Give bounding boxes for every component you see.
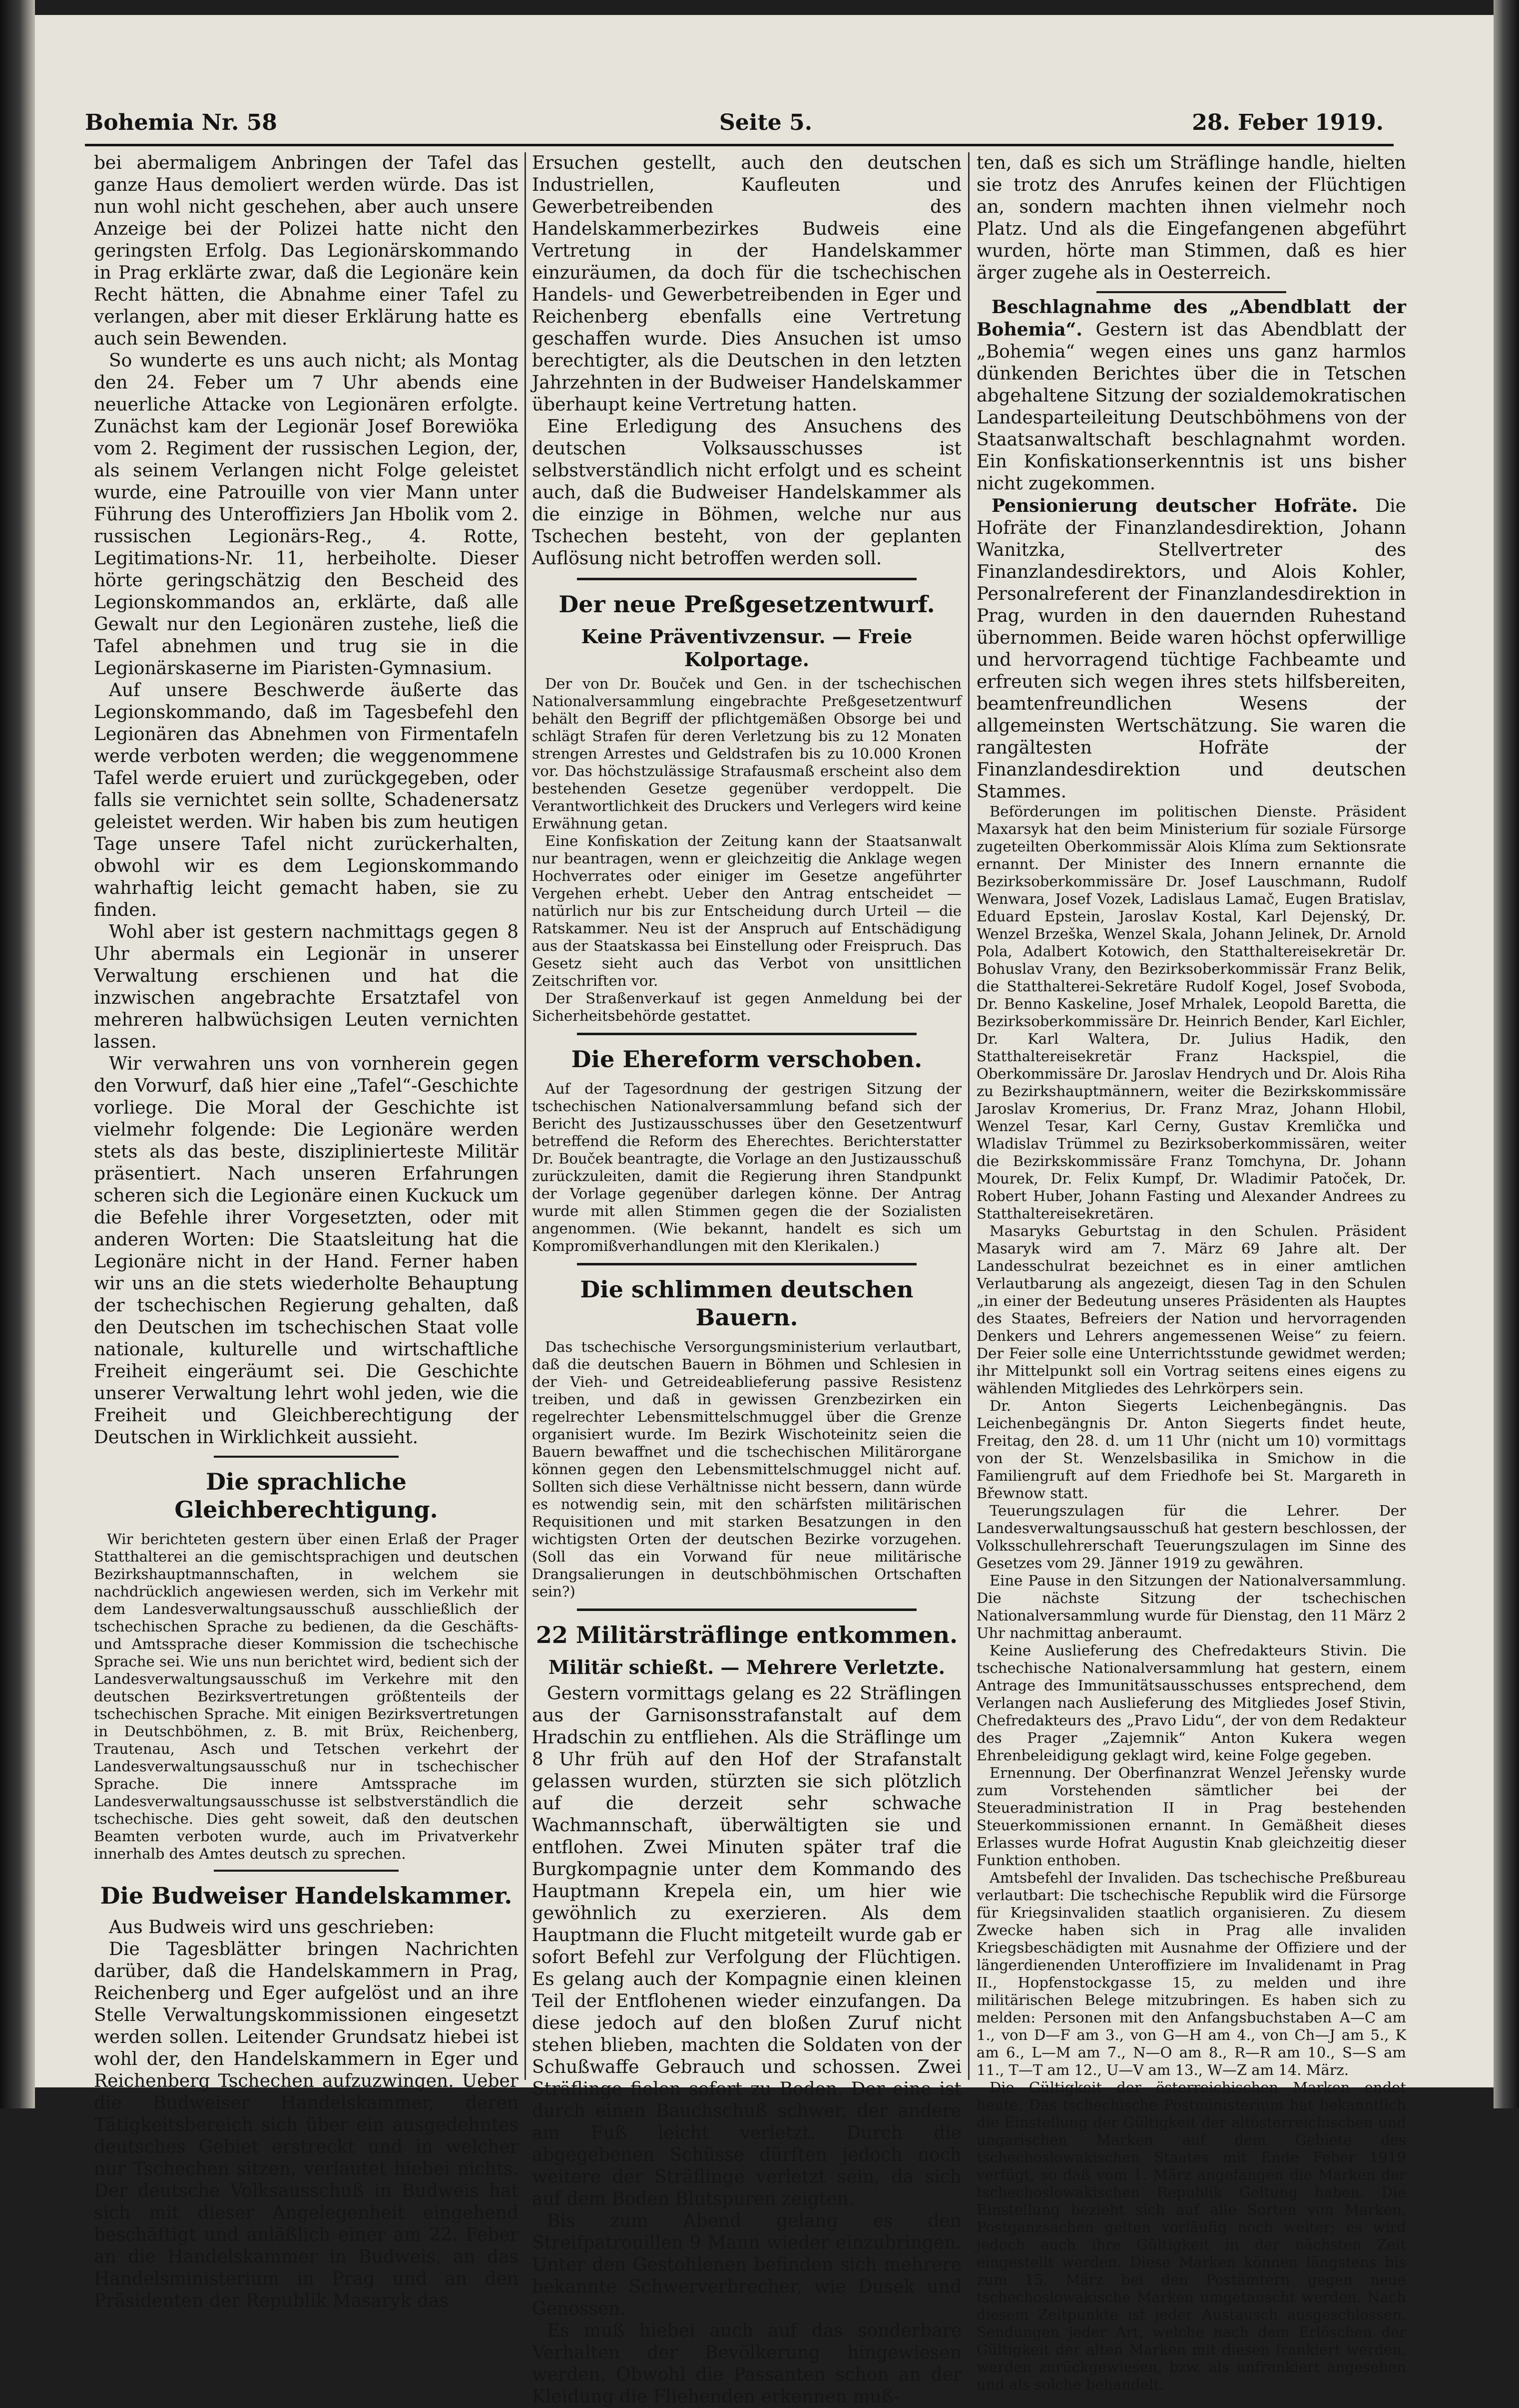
article-small-text xyxy=(532,675,962,1025)
article-paragraph: Die Tagesblätter bringen Nachrichten darüber, daß die Handelskammern in Prag, Reichenberg und Eger aufgelöst und an ihre Stelle Verwaltungskommissionen eingesetzt werden sollen. Leitender Grundsatz hiebei ist wohl der, den Handelskammern in Eger und Reichenberg Tschechen aufzuzwingen. Ueber die Budweiser Handelskammer, deren Tätigkeitsbereich sich über ein ausgedehntes deutsches Gebiet erstreckt und in welcher nur Tschechen sitzen, verlautet hiebei nichts. Der deutsche Volksausschuß in Budweis hat sich mit dieser Angelegenheit eingehend beschäftigt und anläßlich einer am 22. Feber an die Handelskammer in Budweis, an das Handelsministerium in Prag und an den Präsidenten der Republik Masaryk das xyxy=(94,1939,518,2311)
news-item-text: Die Hofräte der Finanzlandesdirektion, Johann Wanitzka, Stellvertreter des Finanzlandesdirektors, und Alois Kohler, Personalreferent der Finanzlandesdirektion in Prag, wurden in den dauernden Ruhestand übernommen. Beide waren höchst opferwillige und hervorragend tüchtige Fachbeamte und erfreuten sich wegen ihres stets hilfsbereiten, beamtenfreundlichen Wesens der allgemeinsten Wertschätzung. Sie waren die rangältesten Hofräte der Finanzlandesdirektion und deutschen Stammes. xyxy=(977,496,1406,802)
article-paragraph: So wunderte es uns auch nicht; als Montag den 24. Feber um 7 Uhr abends eine neuerliche Attacke von Legionären erfolgte. Zunächst kam der Legionär Josef Borewiöka vom 2. Regiment der russischen Legion, der, als seinem Verlangen nicht Folge geleistet wurde, eine Patrouille von vier Mann unter Führung des Unteroffiziers Jan Hbolik vom 2. russischen Legionärs-Reg., 4. Rotte, Legitimations-Nr. 11, herbeiholte. Dieser hörte geringschätzig den Bescheid des Legionskommandos an, erklärte, daß alle Gewalt nur den Legionären zustehe, ließ die Tafel abnehmen und trug sie in die Legionärskaserne im Piaristen-Gymnasium. xyxy=(94,351,518,679)
news-item-pause: Eine Pause in den Sitzungen der Nationalversammlung. Die nächste Sitzung der tschechischen Nationalversammlung wurde für Dienstag, den 11 März 2 Uhr nachmittag anberaumt. xyxy=(977,1572,1406,1641)
scan-edge-left xyxy=(0,0,35,2108)
news-items-small xyxy=(977,803,1406,2394)
column-3 xyxy=(977,152,1406,2393)
article-paragraph: Aus Budweis wird uns geschrieben: xyxy=(109,1917,435,1938)
subheadline-press: Keine Präventivzensur. — Freie Kolportage. xyxy=(581,625,913,671)
headline-militaerstraeflinge: 22 Militärsträflinge entkommen. xyxy=(535,1621,958,1648)
article-small-text xyxy=(532,1338,962,1601)
subheadline-militaer: Militär schießt. — Mehrere Verletzte. xyxy=(548,1656,946,1678)
column-1 xyxy=(94,152,518,2311)
section-rule xyxy=(214,1456,399,1458)
news-item-beschlagnahme xyxy=(977,296,1406,495)
section-rule xyxy=(577,1608,917,1611)
column-rule-2 xyxy=(968,152,970,2080)
news-item-lead: Beschlagnahme des „Abendblatt der Bohemia“. xyxy=(977,297,1406,340)
article-paragraph: Wohl aber ist gestern nachmittags gegen 8 Uhr abermals ein Legionär in unserer Verwaltung erschienen und hat die inzwischen angebrachte Ersatztafel von mehreren halbwüchsigen Leuten vernichten lassen. xyxy=(94,922,518,1052)
article-paragraph: bei abermaligem Anbringen der Tafel das ganze Haus demoliert werden würde. Das ist nun wohl nicht geschehen, aber auch unsere Anzeige bei der Polizei hatte nicht den geringsten Erfolg. Das Legionärskommando in Prag erklärte zwar, daß die Legionäre kein Recht hätten, die Abnahme einer Tafel zu verlangen, aber mit dieser Erklärung hatte es auch sein Bewenden. xyxy=(94,153,518,349)
header-page-number: Seite 5. xyxy=(719,110,813,135)
header-date: 28. Feber 1919. xyxy=(1192,110,1384,135)
header-rule xyxy=(85,144,1394,146)
article-paragraph: Der Straßenverkauf ist gegen Anmeldung bei der Sicherheitsbehörde gestattet. xyxy=(532,990,962,1024)
section-rule xyxy=(577,1033,917,1035)
column-rule-1 xyxy=(524,152,526,2080)
news-item-auslieferung: Keine Auslieferung des Chefredakteurs Stivin. Die tschechische Nationalversammlung hat gestern, einem Antrage des Immunitätsausschusses entsprechend, dem Verlangen nach Auslieferung des Mitgliedes Josef Stivin, Chefredakteurs des „Pravo Lidu“, der von dem Redakteur des Prager „Zajemnik“ Anton Kukera wegen Ehrenbeleidigung geklagt wird, keine Folge gegeben. xyxy=(977,1642,1406,1764)
article-paragraph: Das tschechische Versorgungsministerium verlautbart, daß die deutschen Bauern in Böhmen und Schlesien in der Vieh- und Getreideablieferung passive Resistenz treiben, und daß in gewissen Grenzbezirken ein regelrechter Lebensmittelschmuggel über die Grenze organisiert wurde. Im Bezirk Wischoteinitz seien die Bauern bewaffnet und die tschechischen Militärorgane können gegen den Lebensmittelschmuggel nicht auf. Sollten sich diese Verhältnisse nicht bessern, dann würde es notwendig sein, mit den schärfsten militärischen Requisitionen und mit starken Besatzungen in den wichtigsten Orten der deutschen Bezirke vorzugehen. (Soll das ein Vorwand für neue militärische Drangsalierungen in deutschböhmischen Ortschaften sein?) xyxy=(532,1338,962,1600)
news-item-siegert: Dr. Anton Siegerts Leichenbegängnis. Das Leichenbegängnis Dr. Anton Siegerts findet heute, Freitag, den 28. d. um 11 Uhr (nicht um 10) vormittags von der St. Wenzelsbasilika in Smichow in die Familiengruft auf dem Friedhofe bei St. Margareth in Břewnow statt. xyxy=(977,1397,1406,1502)
news-item-ernennung: Ernennung. Der Oberfinanzrat Wenzel Jeřensky wurde zum Vorstehenden sämtlicher bei der Steueradministration II in Prag bestehenden Steuerkommissionen ernannt. In Gemäßheit dieses Erlasses wurde Hofrat Augustin Knab gleichzeitig dieser Funktion enthoben. xyxy=(977,1764,1406,1869)
news-item-befoerderungen: Beförderungen im politischen Dienste. Präsident Maxarsyk hat den beim Ministerium für soziale Fürsorge zugeteilten Oberkommissär Alois Klíma zum Sektionsrate ernannt. Der Minister des Innern ernannte die Bezirksoberkommissäre Dr. Josef Lauschmann, Rudolf Wenwara, Josef Vozek, Ladislaus Lamač, Eugen Bratislav, Eduard Epstein, Jaroslav Kostal, Karl Dejenský, Dr. Wenzel Brzeška, Wenzel Skala, Johann Jelinek, Dr. Arnold Pola, Adalbert Kotowich, den Statthaltereisekretär Dr. Bohuslav Vrany, den Bezirksoberkommissär Franz Belik, die Statthalterei-Sekretäre Rudolf Kogel, Josef Svoboda, Dr. Benno Kaskeline, Josef Mrhalek, Leopold Baretta, die Bezirksoberkommissäre Dr. Heinrich Bender, Karl Eichler, Dr. Karl Waltera, Dr. Julius Hadik, den Statthaltereisekretär Franz Hackspiel, die Oberkommissäre Dr. Jaroslav Hendrych und Dr. Alois Riha zu Bezirkshauptmännern, weiter die Bezirkskommissäre Jaroslav Kromerius, Dr. Franz Mraz, Johann Hlobil, Wenzel Tesar, Karl Cerny, Gustav Kremlička und Wladislav Trümmel zu Bezirksoberkommissären, weiter die Bezirkskommissäre Franz Tomchyna, Dr. Johann Mourek, Dr. Felix Kumpf, Dr. Wladimir Patoček, Dr. Robert Huber, Johann Fasting und Alexander Andrees zu Statthaltereisekretären. xyxy=(977,803,1406,1222)
news-item-teuerungszulagen: Teuerungszulagen für die Lehrer. Der Landesverwaltungsausschuß hat gestern beschlossen, der Volksschullehrerschaft Teuerungszulagen im Sinne des Gesetzes vom 29. Jänner 1919 zu gewähren. xyxy=(977,1502,1406,1572)
headline-ehereform: Die Ehereform verschoben. xyxy=(571,1046,923,1073)
article-paragraph: Der von Dr. Bouček und Gen. in der tschechischen Nationalversammlung eingebrachte Preßgesetzentwurf behält den Begriff der pflichtgemäßen Obsorge bei und schlägt Strafen für deren Verletzung bis zu 12 Monaten strengen Arrestes und Geldstrafen bis zu 10.000 Kronen vor. Das höchstzulässige Strafausmaß erscheint also dem bestehenden Gesetze gegenüber verdoppelt. Die Verantwortlichkeit des Druckers und Verlegers wird keine Erwähnung getan. xyxy=(532,675,962,832)
news-item-lead: Pensionierung deutscher Hofräte. xyxy=(992,495,1358,516)
article-paragraph: Auf unsere Beschwerde äußerte das Legionskommando, daß im Tagesbefehl den Legionären das Abnehmen von Firmentafeln werde verboten werden; die weggenommene Tafel werde eruiert und zurückgegeben, oder falls sie vernichtet sein sollte, Schadenersatz geleistet werden. Wir haben bis zum heutigen Tage unsere Tafel nicht zurückerhalten, obwohl wir es dem Legionskommando wahrhaftig leicht gemacht haben, sie zu finden. xyxy=(94,680,518,920)
page-header xyxy=(85,110,1384,145)
section-rule xyxy=(577,578,917,580)
article-paragraph: Eine Konfiskation der Zeitung kann der Staatsanwalt nur beantragen, wenn er gleichzeitig die Anklage wegen Hochverrates oder einiger im Gesetze angeführter Vergehen erhebt. Ueber den Antrag entscheidet — natürlich nur bis zur Entscheidung durch Urteil — die Ratskammer. Neu ist der Anspruch auf Entschädigung aus der Staatskassa bei Einstellung oder Freispruch. Das Gesetz sieht auch das Verbot von unsittlichen Zeitschriften vor. xyxy=(532,832,962,989)
headline-budweiser-handelskammer: Die Budweiser Handelskammer. xyxy=(100,1882,512,1909)
section-rule xyxy=(1096,291,1286,293)
article-paragraph: Auf der Tagesordnung der gestrigen Sitzung der tschechischen Nationalversammlung befand sich der Bericht des Justizausschusses über den Gesetzentwurf betreffend die Reform des Eherechtes. Berichterstatter Dr. Bouček beantragte, die Vorlage an den Justizausschuß zurückzuleiten, damit die Regierung ihren Standpunkt der Vorlage gegenüber darlegen könne. Der Antrag wurde mit allen Stimmen gegen die der Sozialisten angenommen. (Wie bekannt, handelt es sich um Kompromißverhandlungen mit den Klerikalen.) xyxy=(532,1080,962,1254)
section-rule xyxy=(577,1263,917,1265)
article-small-text xyxy=(94,1531,518,1863)
news-item-pensionierung xyxy=(977,495,1406,803)
article-paragraph: Bis zum Abend gelang es den Streifpatrouillen 9 Mann wieder einzubringen. Unter den Gestohlenen befinden sich mehrere bekannte Schwerverbrecher, wie Dusek und Genossen. xyxy=(532,2211,962,2319)
scan-edge-right xyxy=(1494,0,1519,2108)
article-small-text xyxy=(532,1080,962,1255)
article-paragraph: Ersuchen gestellt, auch den deutschen Industriellen, Kaufleuten und Gewerbetreibenden des Handelskammerbezirkes Budweis eine Vertretung in der Handelskammer einzuräumen, da doch für die tschechischen Handels- und Gewerbetreibenden in Eger und Reichenberg ebenfalls eine Vertretung geschaffen wurde. Dies Ansuchen ist umso berechtigter, als die Deutschen in den letzten Jahrzehnten in der Budweiser Handelskammer überhaupt keine Vertretung hatten. xyxy=(532,153,962,415)
headline-sprachliche-gleichberechtigung: Die sprachliche Gleichberechtigung. xyxy=(174,1468,438,1523)
article-paragraph: ten, daß es sich um Sträflinge handle, hielten sie trotz des Anrufes keinen der Flüchtigen an, sondern machten ihnen vielmehr noch Platz. Und als die Eingefangenen abgeführt wurden, hörte man Stimmen, daß es hier ärger zugehe als in Oesterreich. xyxy=(977,153,1406,283)
article-paragraph: Wir verwahren uns von vornherein gegen den Vorwurf, daß hier eine „Tafel“-Geschichte vorliege. Die Moral der Geschichte ist vielmehr folgende: Die Legionäre werden stets als das beste, disziplinierteste Militär präsentiert. Nach unseren Erfahrungen scheren sich die Legionäre einen Kuckuck um die Befehle ihrer Vorgesetzten, oder mit anderen Worten: Die Staatsleitung hat die Legionäre nicht in der Hand. Ferner haben wir uns an die stets wiederholte Behauptung der tschechischen Regierung gehalten, daß den Deutschen im tschechischen Staat volle nationale, kulturelle und wirtschaftliche Freiheit eingeräumt sei. Die Geschichte unserer Verwaltung lehrt wohl jeden, wie die Freiheit und Gleichberechtigung der Deutschen in Wirklichkeit aussieht. xyxy=(94,1054,518,1448)
headline-schlimmen-bauern: Die schlimmen deutschen Bauern. xyxy=(580,1276,914,1331)
article-paragraph: Es muß hiebei auch auf das sonderbare Verhalten der Bevölkerung hingewiesen werden. Obwohl die Passanten schon an der Kleidung die Fliehenden erkennen muß- xyxy=(532,2321,962,2407)
article-paragraph: Gestern vormittags gelang es 22 Sträflingen aus der Garnisonsstrafanstalt auf dem Hradschin zu entfliehen. Als die Sträflinge um 8 Uhr früh auf den Hof der Strafanstalt gelassen wurden, stürzten sie sich plötzlich auf die derzeit sehr schwache Wachmannschaft, überwältigten sie und entflohen. Zwei Minuten später traf die Burgkompagnie unter dem Kommando des Hauptmann Krepela ein, um hier wie gewöhnlich zu exerzieren. Als dem Hauptmann die Flucht mitgeteilt wurde gab er sofort Befehl zur Verfolgung der Flüchtigen. Es gelang auch der Kompagnie einen kleinen Teil der Entflohenen wieder einzufangen. Da diese jedoch auf den bloßen Zuruf nicht stehen blieben, machten die Soldaten von der Schußwaffe Gebrauch und schossen. Zwei Sträflinge fielen sofort zu Boden. Der eine ist durch einen Bauchschuß schwer, der andere am Fuß leicht verletzt. Durch die abgegebenen Schüsse dürften jedoch noch weitere der Sträflinge verletzt sein, da sich auf dem Boden Blutspuren zeigten. xyxy=(532,1683,962,2209)
news-item-masaryk-geburtstag: Masaryks Geburtstag in den Schulen. Präsident Masaryk wird am 7. März 69 Jahre alt. Der Landesschulrat bezeichnet es in einer amtlichen Verlautbarung als angezeigt, diesen Tag in den Schulen „in einer der Bedeutung unseres Präsidenten als Hauptes des Staates, Befreiers der Nation und hervorragenden Denkers und Lehrers angemessenen Weise“ zu feiern. Der Feier solle eine Unterrichtsstunde gewidmet werden; ihr Mittelpunkt soll ein Vortrag seitens eines eigens zu wählenden Mitgliedes des Lehrkörpers sein. xyxy=(977,1222,1406,1397)
newspaper-page xyxy=(35,15,1494,2407)
news-item-text: Gestern ist das Abendblatt der „Bohemia“ wegen eines uns ganz harmlos dünkenden Berichtes über die in Tetschen abgehaltene Sitzung der sozialdemokratischen Landesparteileitung Deutschböhmens von der Staatsanwaltschaft beschlagnahmt worden. Ein Konfiskationserkenntnis ist uns bisher nicht zugekommen. xyxy=(977,320,1406,494)
article-paragraph: Wir berichteten gestern über einen Erlaß der Prager Statthalterei an die gemischtsprachigen und deutschen Bezirkshauptmannschaften, in welchem sie nachdrücklich angewiesen werden, sich im Verkehr mit dem Landesverwaltungsausschuß ausschließlich der tschechischen Sprache zu bedienen, da die Geschäfts- und Amtssprache dieser Kommission die tschechische Sprache sei. Wie uns nun berichtet wird, bedient sich der Landesverwaltungsausschuß im Verkehre mit den deutschen Bezirksvertretungen größtenteils der tschechischen Sprache. Mit einigen Bezirksvertretungen in Deutschböhmen, z. B. mit Brüx, Reichenberg, Trautenau, Asch und Tetschen verkehrt der Landesverwaltungsausschuß nur in tschechischer Sprache. Die innere Amtssprache im Landesverwaltungsausschusse ist selbstverständlich die tschechische. Dies geht soweit, daß den deutschen Beamten verboten wurde, auch im Privatverkehr innerhalb des Amtes deutsch zu sprechen. xyxy=(94,1531,518,1862)
header-issue: Bohemia Nr. 58 xyxy=(85,110,277,135)
section-rule xyxy=(214,1870,399,1872)
headline-pressgesetzentwurf: Der neue Preßgesetzentwurf. xyxy=(558,591,935,618)
article-paragraph: Eine Erledigung des Ansuchens des deutschen Volksausschusses ist selbstverständlich nicht erfolgt und es scheint auch, daß die Budweiser Handelskammer als die einzige in Böhmen, welche nur aus Tschechen besteht, von der geplanten Auflösung nicht betroffen werden soll. xyxy=(532,416,962,569)
column-2 xyxy=(532,152,962,2407)
news-item-invaliden: Amtsbefehl der Invaliden. Das tschechische Preßbureau verlautbart: Die tschechische Republik wird die Fürsorge für Kriegsinvaliden staatlich organisieren. Zu diesem Zwecke haben sich in Prag alle invaliden Kriegsbeschädigten mit Ausnahme der Offiziere und der längerdienenden Unteroffiziere im Invalidenamt in Prag II., Hopfenstockgasse 15, zu melden und ihre militärischen Belege mitzubringen. Es haben sich zu melden: Personen mit den Anfangsbuchstaben A—C am 1., von D—F am 3., von G—H am 4., von Ch—J am 5., K am 6., L—M am 7., N—O am 8., R—R am 10., S—S am 11., T—T am 12., U—V am 13., W—Z am 14. März. xyxy=(977,1869,1406,2078)
news-item-marken: Die Gültigkeit der österreichischen Marken endet heute. Das tschechische Postministerium hat bekanntlich die Einstellung der Gültigkeit der altösterreichischen und ungarischen Marken auf dem Gebiete des tschechoslowakischen Staates mit Ende Feber 1919 verfügt, so daß vom 1. März angefangen die Marken der tschechoslowakischen Republik Geltung haben. Die Einstellung bezieht sich auf alle Sorten von Marken, Postganzsachen gelten vorläufig noch weiter; es wird jedoch auch ihre Gültigkeit in der nächsten Zeit eingestellt werden. Diese Marken können längstens bis zum 15. März bei den Postämtern gegen neue tschechoslowakische Marken umgetauscht werden. Nach diesem Zeitpunkte ist jeder Austausch ausgeschlossen. Sendungen jeder Art, welche nach dem Erlöschen der Gültigkeit der alten Marken mit diesen frankiert werden, werden zurückgewiesen, bzw. als unfrankiert angesehen und als solche behandelt. xyxy=(977,2079,1406,2393)
